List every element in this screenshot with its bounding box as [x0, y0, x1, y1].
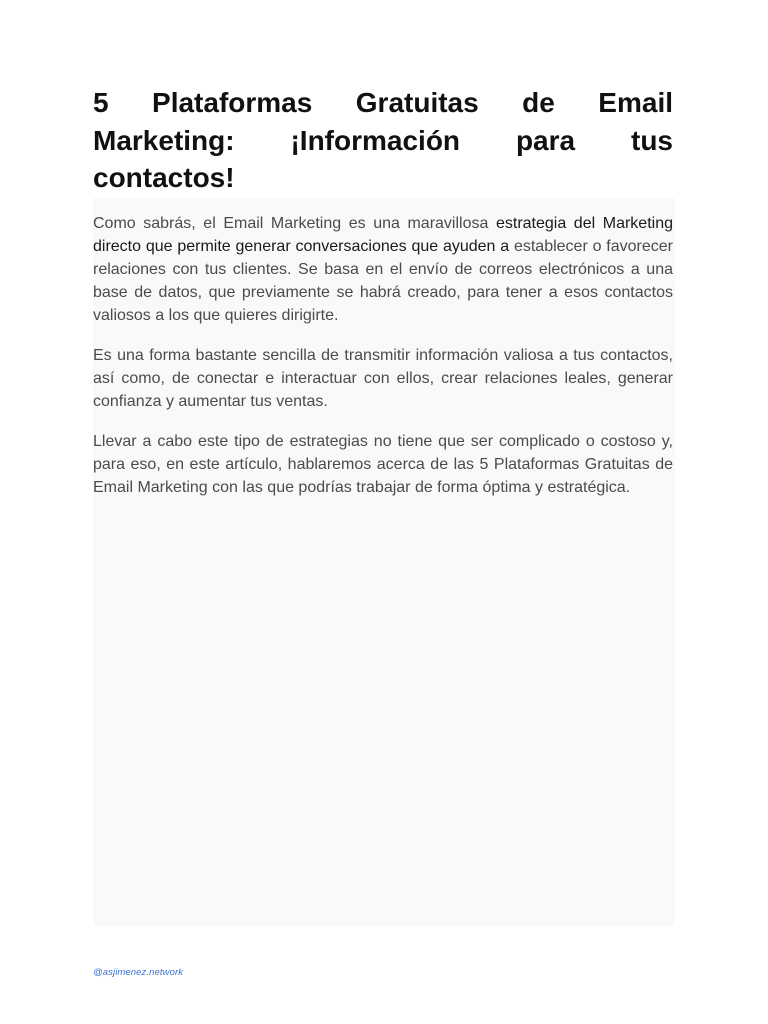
paragraph-1-intro: Como sabrás, el Email Marketing es una maravillosa [93, 215, 496, 232]
paragraph-1 [93, 212, 673, 327]
paragraph-1-rest: establecer o favorecer relaciones con tus clientes. Se basa en el envío de correos electrónicos a una base de datos, que previamente se habrá creado, para tener a esos contactos valiosos a los que quieres dirigirte. [93, 238, 674, 324]
paragraph-3: Llevar a cabo este tipo de estrategias no tiene que ser complicado o costoso y, para eso, en este artículo, hablaremos acerca de las 5 Plataformas Gratuitas de Email Marketing con las que podrías trabajar de forma óptima y estratégica. [93, 433, 673, 496]
footer-handle-link[interactable]: @asjimenez.network [93, 967, 184, 978]
document-page [93, 0, 675, 1024]
paragraph-1-highlight: estrategia del Marketing directo que permite generar conversaciones que ayuden a [93, 215, 673, 255]
article-content-box [93, 198, 675, 926]
article-title: 5 Plataformas Gratuitas de Email Marketing: ¡Información para tus contactos! [93, 87, 673, 193]
paragraph-2: Es una forma bastante sencilla de transmitir información valiosa a tus contactos, así como, de conectar e interactuar con ellos, crear relaciones leales, generar confianza y aumentar tus ventas. [93, 347, 673, 410]
article-body [93, 212, 673, 516]
